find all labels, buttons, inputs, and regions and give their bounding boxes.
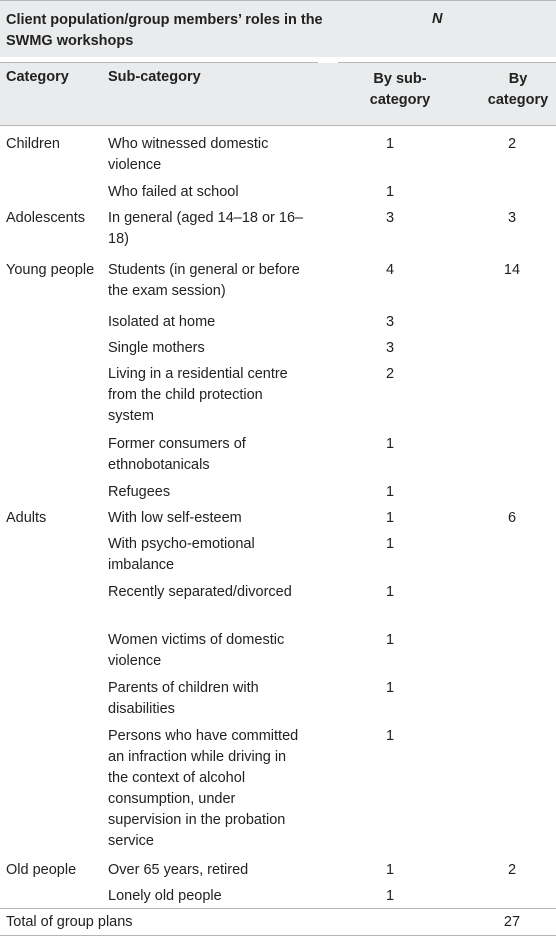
subcategory-cell: Who witnessed domestic violence [108, 136, 269, 173]
by-sub-cell: 1 [385, 536, 395, 552]
subcategory-cell: Students (in general or before the exam session) [108, 262, 300, 299]
table-row [0, 478, 556, 504]
subcategory-cell: Former consumers of ethnobotanicals [108, 436, 246, 473]
subcategory-cell: Who failed at school [108, 184, 239, 200]
subcategory-cell: Single mothers [108, 340, 205, 356]
table-bottom-rule [0, 935, 556, 936]
by-sub-cell: 3 [385, 340, 395, 356]
table-row [0, 430, 556, 478]
category-cell: Young people [6, 262, 95, 278]
by-sub-cell: 1 [385, 510, 395, 526]
total-value: 27 [503, 914, 521, 930]
by-cat-cell: 6 [507, 510, 517, 526]
subcategory-cell: Isolated at home [108, 314, 216, 330]
by-sub-cell: 2 [385, 366, 395, 382]
subcategory-cell: Recently separated/divorced [108, 584, 292, 600]
subcategory-cell: Persons who have committed an infraction while driving in the context of alcohol consumption, under supervision in the probation service [108, 728, 299, 849]
category-cell: Adolescents [6, 210, 85, 226]
subcategory-cell: Living in a residential centre from the child protection system [108, 366, 288, 424]
category-cell: Children [6, 136, 60, 152]
subcategory-cell: In general (aged 14–18 or 16–18) [108, 210, 304, 247]
table-row [0, 334, 556, 360]
table-row [0, 308, 556, 334]
table-row [0, 204, 556, 256]
table-row [0, 360, 556, 430]
subcategory-cell: Refugees [108, 484, 171, 500]
table-row [0, 178, 556, 204]
table-row [0, 674, 556, 722]
subcategory-cell: With psycho-emotional imbalance [108, 536, 255, 573]
table-row [0, 256, 556, 308]
table-row [0, 504, 556, 530]
by-sub-cell: 1 [385, 680, 395, 696]
subcategory-cell: With low self-esteem [108, 510, 242, 526]
category-cell: Adults [6, 510, 47, 526]
by-sub-cell: 1 [385, 584, 395, 600]
table-row [0, 882, 556, 908]
category-cell: Old people [6, 862, 77, 878]
table-row [0, 626, 556, 674]
subcategory-cell: Over 65 years, retired [108, 862, 249, 878]
by-sub-cell: 1 [385, 632, 395, 648]
table-row [0, 722, 556, 856]
by-sub-cell: 4 [385, 262, 395, 278]
by-cat-cell: 2 [507, 136, 517, 152]
total-label: Total of group plans [6, 914, 133, 930]
by-cat-cell: 3 [507, 210, 517, 226]
table-header-group [0, 0, 556, 57]
by-sub-cell: 1 [385, 484, 395, 500]
subcategory-cell: Parents of children with disabilities [108, 680, 259, 717]
table-row [0, 856, 556, 882]
col-category-header: Category [6, 69, 69, 85]
total-row [0, 909, 556, 935]
by-sub-cell: 1 [385, 184, 395, 200]
by-sub-cell: 1 [385, 728, 395, 744]
by-sub-cell: 1 [385, 862, 395, 878]
col-by-cat-header: By category [487, 71, 549, 108]
table-row [0, 530, 556, 578]
table-body [0, 126, 556, 908]
table-row [0, 578, 556, 626]
col-by-sub-header: By sub-category [369, 71, 431, 108]
subcategory-cell: Women victims of domestic violence [108, 632, 285, 669]
col-subcategory-header: Sub-category [108, 69, 201, 85]
table-header-columns [0, 63, 556, 125]
n-label: N [432, 11, 443, 27]
by-sub-cell: 1 [385, 136, 395, 152]
by-sub-cell: 3 [385, 314, 395, 330]
by-sub-cell: 3 [385, 210, 395, 226]
by-cat-cell: 14 [503, 262, 521, 278]
by-sub-cell: 1 [385, 888, 395, 904]
table-row [0, 126, 556, 178]
subcategory-cell: Lonely old people [108, 888, 222, 904]
by-sub-cell: 1 [385, 436, 395, 452]
by-cat-cell: 2 [507, 862, 517, 878]
group-title: Client population/group members’ roles in the SWMG workshops [6, 12, 323, 49]
